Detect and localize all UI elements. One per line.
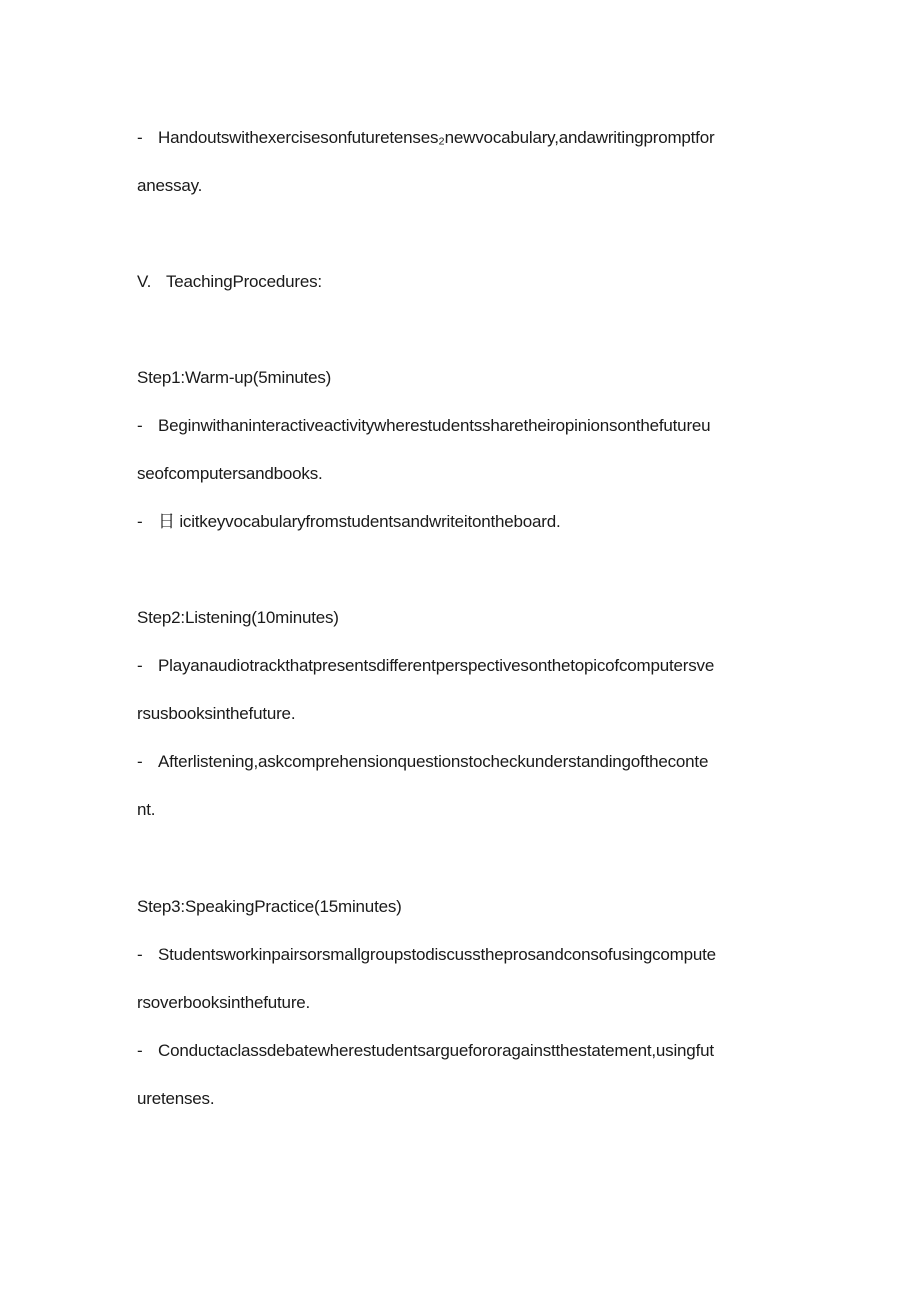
step1-bullet-1-continuation: seofcomputersandbooks. [137, 464, 323, 483]
step1-title: Step1:Warm-up(5minutes) [137, 368, 332, 387]
bullet-dash: - [137, 752, 143, 771]
step3-bullet-2-continuation: uretenses. [137, 1089, 215, 1108]
step1-bullet-2 [137, 512, 561, 532]
materials-handouts-continuation: anessay. [137, 176, 203, 195]
bullet-dash: - [137, 656, 143, 675]
section-numeral: V. [137, 272, 152, 291]
step3-bullet-1 [137, 945, 716, 965]
materials-handouts-text: Handoutswithexercisesonfuturetenses₂newvocabulary,andawritingpromptfor [158, 128, 715, 147]
step2-bullet-2-continuation: nt. [137, 800, 156, 819]
step2-bullet-1-text: Playanaudiotrackthatpresentsdifferentperspectivesonthetopicofcomputersve [158, 656, 715, 675]
bullet-dash: - [137, 512, 143, 531]
materials-bullet [137, 128, 714, 148]
step1-bullet-2-text: 日 icitkeyvocabularyfromstudentsandwriteitontheboard. [158, 512, 561, 531]
step2-bullet-1 [137, 656, 714, 676]
step2-bullet-2-text: Afterlistening,askcomprehensionquestionstocheckunderstandingoftheconte [158, 752, 709, 771]
section-title: TeachingProcedures: [166, 272, 322, 291]
step2-bullet-1-continuation: rsusbooksinthefuture. [137, 704, 296, 723]
step3-bullet-2 [137, 1041, 714, 1061]
step2-title: Step2:Listening(10minutes) [137, 608, 339, 627]
step1-bullet-1-text: Beginwithaninteractiveactivitywherestudentssharetheiropinionsonthefutureu [158, 416, 711, 435]
step3-title: Step3:SpeakingPractice(15minutes) [137, 897, 402, 916]
step2-bullet-2 [137, 752, 708, 772]
step3-bullet-2-text: Conductaclassdebatewherestudentsarguefororagainstthestatement,usingfut [158, 1041, 714, 1060]
step1-bullet-1 [137, 416, 710, 436]
bullet-dash: - [137, 945, 143, 964]
step3-bullet-1-continuation: rsoverbooksinthefuture. [137, 993, 311, 1012]
step3-bullet-1-text: Studentsworkinpairsorsmallgroupstodiscusstheprosandconsofusingcompute [158, 945, 716, 964]
bullet-dash: - [137, 128, 143, 147]
bullet-dash: - [137, 416, 143, 435]
section-heading [137, 272, 322, 292]
bullet-dash: - [137, 1041, 143, 1060]
